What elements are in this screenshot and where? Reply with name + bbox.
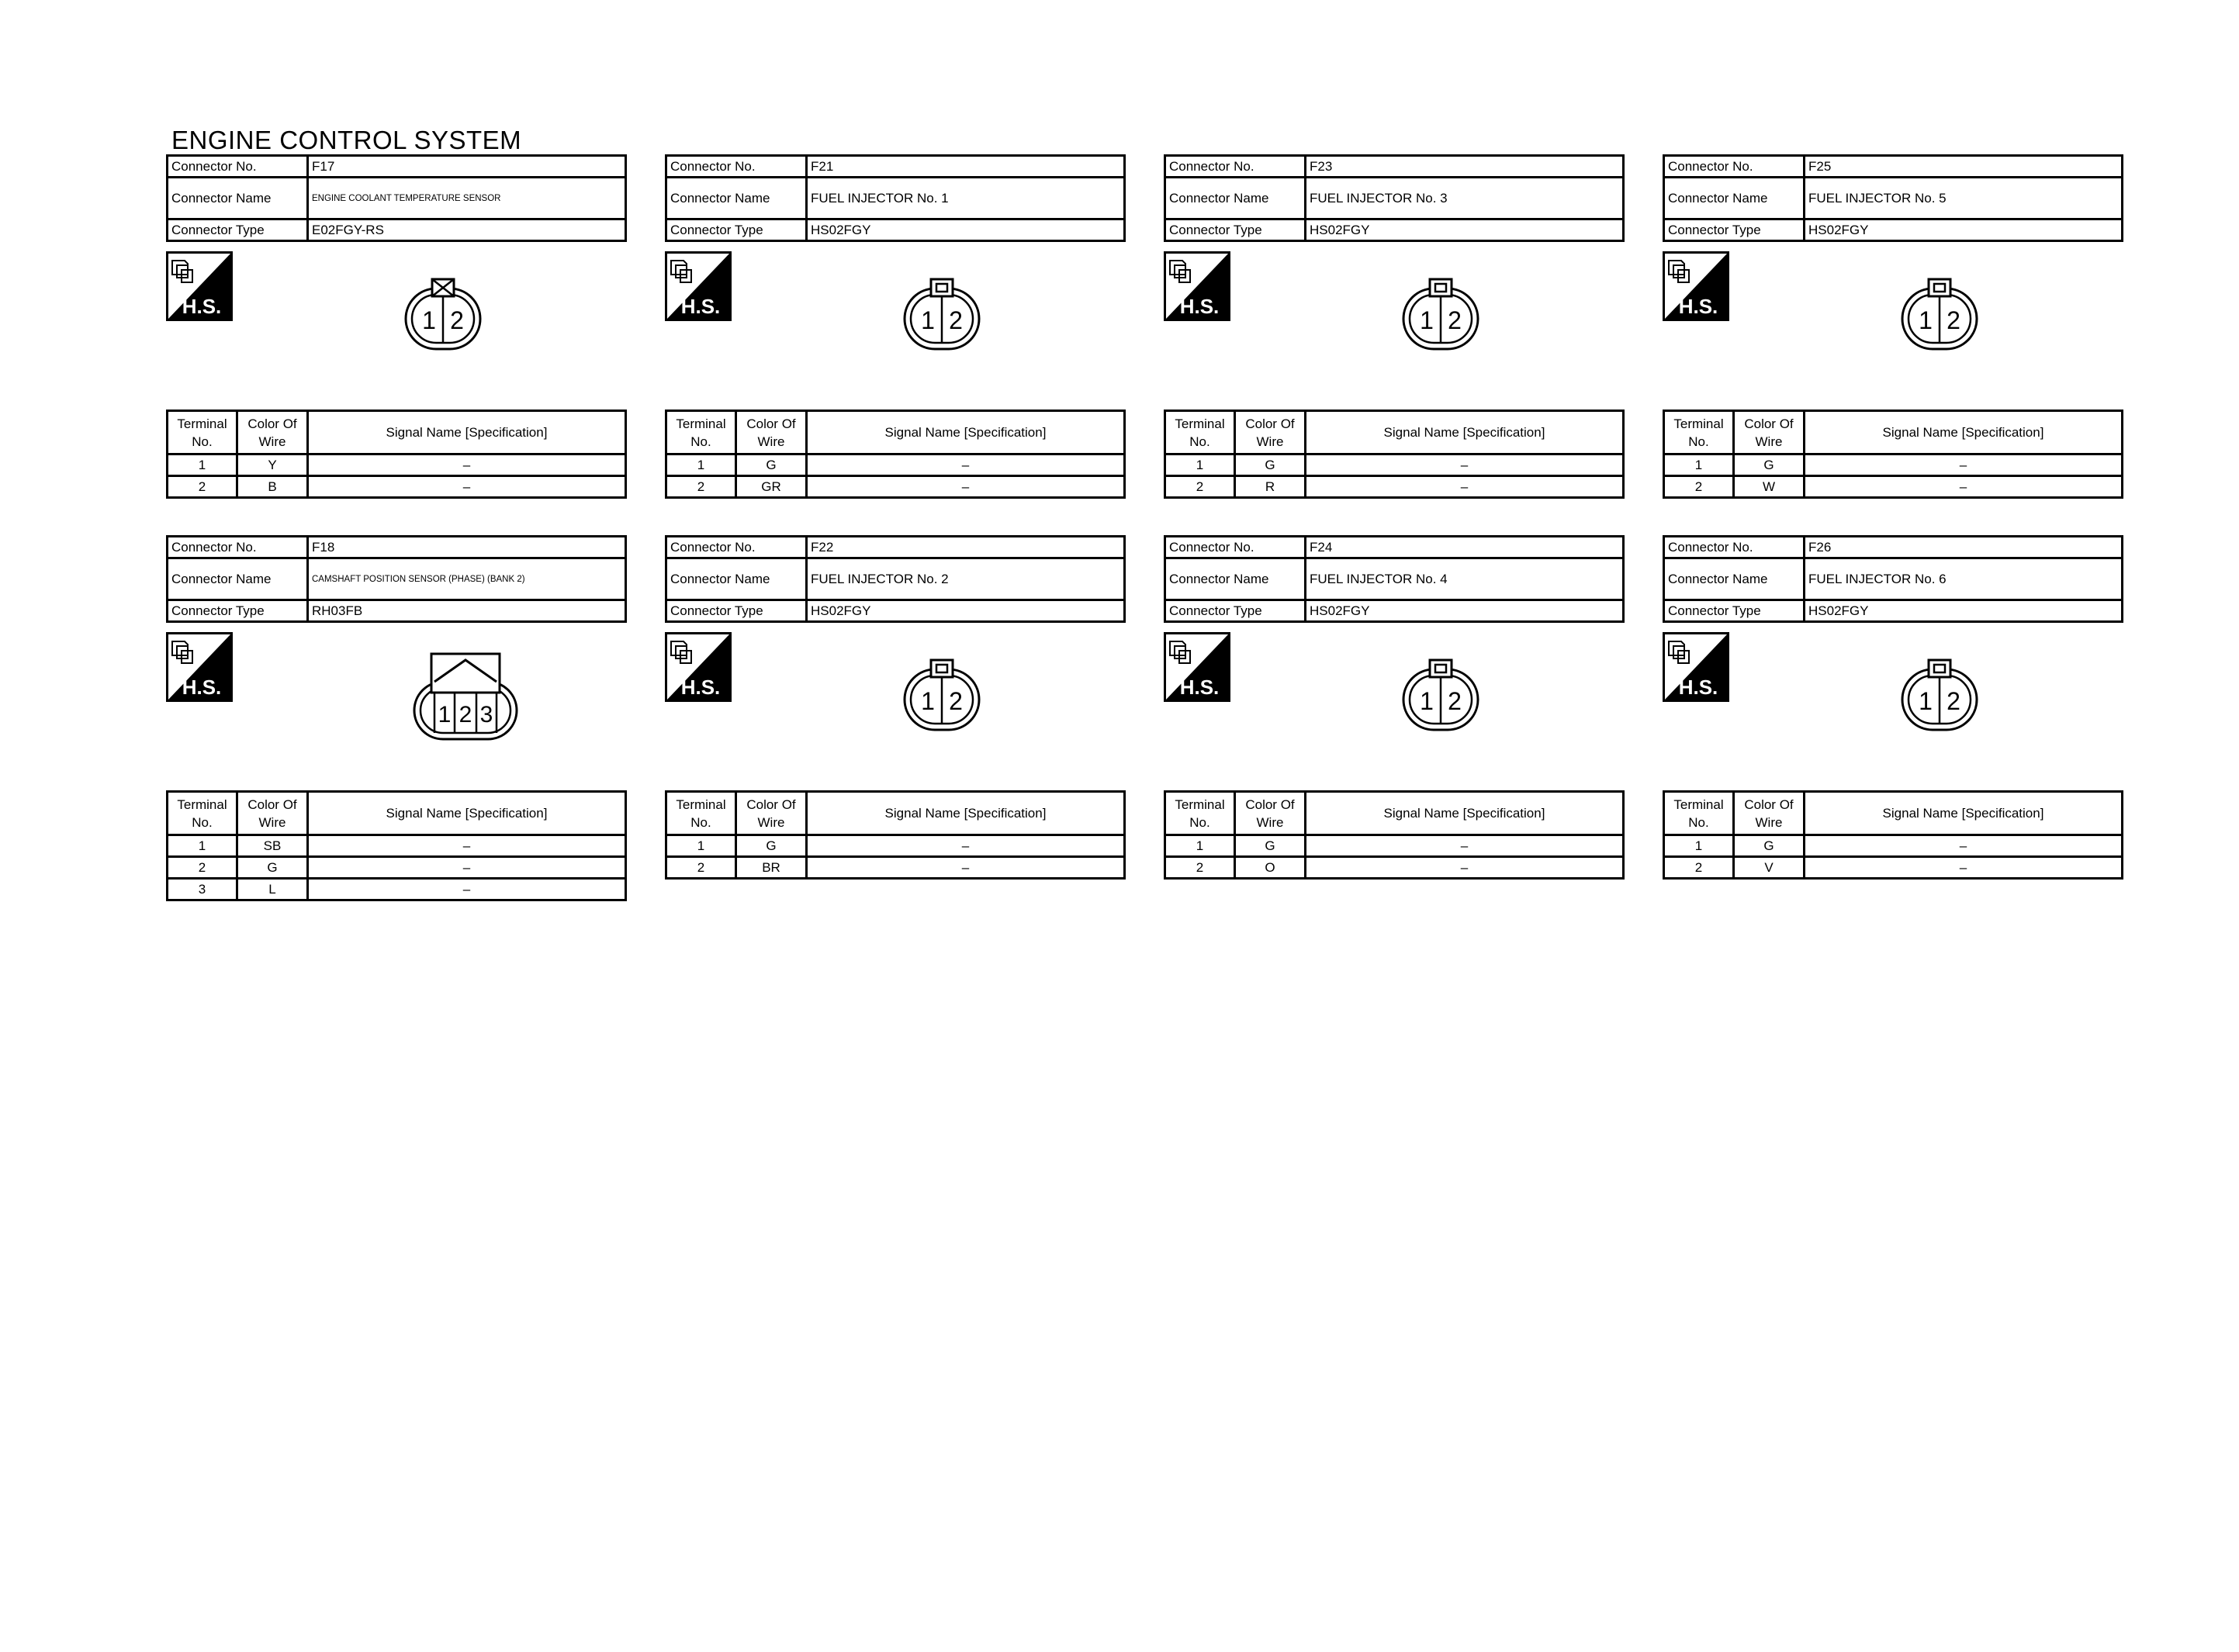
pin-label: 1	[422, 306, 436, 334]
pin-label: 2	[949, 306, 963, 334]
terminal-no-header: Terminal No.	[1165, 792, 1235, 835]
connector-info-table	[1164, 535, 1625, 623]
pin-label: 3	[479, 702, 493, 728]
connector-type-label: Connector Type	[1165, 219, 1306, 241]
harness-side-icon	[166, 251, 233, 325]
connector-name-value: CAMSHAFT POSITION SENSOR (PHASE) (BANK 2)	[308, 558, 626, 600]
table-row: 2 G –	[168, 857, 626, 879]
connector-name-value: FUEL INJECTOR No. 6	[1805, 558, 2123, 600]
connector-name-value: ENGINE COOLANT TEMPERATURE SENSOR	[308, 178, 626, 219]
harness-side-icon	[166, 632, 233, 706]
table-row: 2 V –	[1664, 857, 2123, 879]
connector-type-value: HS02FGY	[1306, 600, 1624, 622]
connector-no-label: Connector No.	[1664, 156, 1805, 178]
pin-label: 1	[921, 687, 935, 715]
pin-label: 2	[1947, 306, 1960, 334]
connector-name-value: FUEL INJECTOR No. 5	[1805, 178, 2123, 219]
hs-label: H.S.	[680, 676, 721, 699]
connector-no-value: F18	[308, 537, 626, 558]
connector-info-table	[166, 535, 627, 623]
harness-side-icon	[665, 251, 732, 325]
connector-face-icon	[901, 278, 982, 356]
connector-face-icon	[411, 651, 520, 746]
connector-name-value: FUEL INJECTOR No. 1	[807, 178, 1125, 219]
connector-diagram	[1164, 623, 1625, 790]
connector-diagram	[1663, 242, 2123, 410]
connector-no-label: Connector No.	[666, 537, 807, 558]
connector-type-value: HS02FGY	[807, 219, 1125, 241]
connector-no-label: Connector No.	[666, 156, 807, 178]
connector-name-label: Connector Name	[168, 178, 308, 219]
hs-label: H.S.	[182, 295, 222, 318]
table-row: 1 G –	[1664, 454, 2123, 476]
terminal-no-header: Terminal No.	[1165, 411, 1235, 454]
connector-no-value: F23	[1306, 156, 1624, 178]
terminal-table	[1663, 410, 2123, 499]
signal-name-header: Signal Name [Specification]	[308, 411, 626, 454]
connector-name-label: Connector Name	[666, 558, 807, 600]
terminal-table	[166, 790, 627, 901]
connector-type-label: Connector Type	[1664, 600, 1805, 622]
connector-info-table	[665, 535, 1126, 623]
terminal-no-header: Terminal No.	[168, 411, 237, 454]
connector-type-label: Connector Type	[666, 600, 807, 622]
terminal-no-header: Terminal No.	[1664, 792, 1734, 835]
connector-info-table	[665, 154, 1126, 242]
connector-name-value: FUEL INJECTOR No. 2	[807, 558, 1125, 600]
connector-face-icon	[901, 658, 982, 737]
wire-color-header: Color Of Wire	[1235, 411, 1306, 454]
pin-label: 1	[1919, 306, 1933, 334]
connector-diagram	[166, 242, 627, 410]
connector-no-value: F22	[807, 537, 1125, 558]
table-row: 2 W –	[1664, 476, 2123, 498]
terminal-no-header: Terminal No.	[666, 411, 736, 454]
table-row: 2 R –	[1165, 476, 1624, 498]
connector-name-value: FUEL INJECTOR No. 4	[1306, 558, 1624, 600]
connector-diagram	[665, 623, 1126, 790]
connector-no-value: F24	[1306, 537, 1624, 558]
connector-face-icon	[1899, 658, 1980, 737]
terminal-no-header: Terminal No.	[666, 792, 736, 835]
connector-type-label: Connector Type	[1664, 219, 1805, 241]
connector-type-value: HS02FGY	[1805, 219, 2123, 241]
signal-name-header: Signal Name [Specification]	[807, 411, 1125, 454]
connector-face-icon	[1400, 278, 1481, 356]
terminal-table	[1663, 790, 2123, 880]
connector-type-value: HS02FGY	[1805, 600, 2123, 622]
connector-block-f23	[1164, 154, 1625, 499]
connector-block-f24	[1164, 535, 1625, 880]
connector-no-label: Connector No.	[168, 537, 308, 558]
connector-type-label: Connector Type	[666, 219, 807, 241]
pin-label: 2	[450, 306, 464, 334]
wire-color-header: Color Of Wire	[237, 792, 308, 835]
pin-label: 2	[459, 702, 472, 728]
harness-side-icon	[665, 632, 732, 706]
wire-color-header: Color Of Wire	[237, 411, 308, 454]
signal-name-header: Signal Name [Specification]	[1805, 792, 2123, 835]
connector-block-f18	[166, 535, 627, 901]
connector-no-value: F21	[807, 156, 1125, 178]
pin-label: 1	[1420, 687, 1434, 715]
signal-name-header: Signal Name [Specification]	[1306, 411, 1624, 454]
connector-info-table	[1663, 154, 2123, 242]
connector-block-f17	[166, 154, 627, 499]
pin-label: 2	[1448, 306, 1462, 334]
pin-label: 1	[1420, 306, 1434, 334]
hs-label: H.S.	[1179, 676, 1220, 699]
connector-type-value: RH03FB	[308, 600, 626, 622]
connector-diagram	[166, 623, 627, 790]
harness-side-icon	[1663, 632, 1729, 706]
connector-name-value: FUEL INJECTOR No. 3	[1306, 178, 1624, 219]
connector-no-value: F26	[1805, 537, 2123, 558]
terminal-table	[665, 790, 1126, 880]
connector-type-value: HS02FGY	[807, 600, 1125, 622]
hs-label: H.S.	[1678, 295, 1718, 318]
pin-label: 2	[1448, 687, 1462, 715]
connector-no-label: Connector No.	[1165, 537, 1306, 558]
signal-name-header: Signal Name [Specification]	[1306, 792, 1624, 835]
connector-no-value: F17	[308, 156, 626, 178]
pin-label: 1	[921, 306, 935, 334]
table-row: 1 Y –	[168, 454, 626, 476]
page-title: ENGINE CONTROL SYSTEM	[171, 126, 522, 154]
connector-no-label: Connector No.	[168, 156, 308, 178]
wire-color-header: Color Of Wire	[1734, 411, 1805, 454]
terminal-no-header: Terminal No.	[168, 792, 237, 835]
table-row: 1 G –	[1165, 454, 1624, 476]
table-row: 1 SB –	[168, 835, 626, 857]
harness-side-icon	[1164, 251, 1230, 325]
connector-block-f21	[665, 154, 1126, 499]
connector-diagram	[1164, 242, 1625, 410]
table-row: 2 B –	[168, 476, 626, 498]
table-row: 2 O –	[1165, 857, 1624, 879]
connector-block-f22	[665, 535, 1126, 880]
pin-label: 2	[949, 687, 963, 715]
table-row: 1 G –	[1165, 835, 1624, 857]
connector-type-label: Connector Type	[168, 600, 308, 622]
connector-face-icon	[403, 278, 483, 356]
connector-diagram	[1663, 623, 2123, 790]
connector-no-label: Connector No.	[1165, 156, 1306, 178]
connector-face-icon	[1899, 278, 1980, 356]
pin-label: 2	[1947, 687, 1960, 715]
signal-name-header: Signal Name [Specification]	[807, 792, 1125, 835]
table-row: 1 G –	[666, 454, 1125, 476]
connector-no-label: Connector No.	[1664, 537, 1805, 558]
hs-label: H.S.	[182, 676, 222, 699]
table-row: 3 L –	[168, 879, 626, 900]
connector-face-icon	[1400, 658, 1481, 737]
connector-type-value: HS02FGY	[1306, 219, 1624, 241]
connector-type-value: E02FGY-RS	[308, 219, 626, 241]
connector-info-table	[1164, 154, 1625, 242]
harness-side-icon	[1663, 251, 1729, 325]
harness-side-icon	[1164, 632, 1230, 706]
connector-info-table	[1663, 535, 2123, 623]
terminal-table	[665, 410, 1126, 499]
connector-no-value: F25	[1805, 156, 2123, 178]
connector-name-label: Connector Name	[666, 178, 807, 219]
connector-name-label: Connector Name	[1165, 178, 1306, 219]
wire-color-header: Color Of Wire	[1734, 792, 1805, 835]
pin-label: 1	[438, 702, 452, 728]
connector-type-label: Connector Type	[168, 219, 308, 241]
wire-color-header: Color Of Wire	[736, 411, 807, 454]
terminal-table	[1164, 790, 1625, 880]
connector-name-label: Connector Name	[1664, 558, 1805, 600]
connector-info-table	[166, 154, 627, 242]
table-row: 1 G –	[666, 835, 1125, 857]
connector-type-label: Connector Type	[1165, 600, 1306, 622]
signal-name-header: Signal Name [Specification]	[1805, 411, 2123, 454]
hs-label: H.S.	[1678, 676, 1718, 699]
table-row: 2 BR –	[666, 857, 1125, 879]
connector-block-f26	[1663, 535, 2123, 880]
signal-name-header: Signal Name [Specification]	[308, 792, 626, 835]
connector-block-f25	[1663, 154, 2123, 499]
connector-diagram	[665, 242, 1126, 410]
hs-label: H.S.	[680, 295, 721, 318]
table-row: 2 GR –	[666, 476, 1125, 498]
connector-name-label: Connector Name	[1664, 178, 1805, 219]
hs-label: H.S.	[1179, 295, 1220, 318]
terminal-table	[1164, 410, 1625, 499]
wire-color-header: Color Of Wire	[736, 792, 807, 835]
pin-label: 1	[1919, 687, 1933, 715]
wire-color-header: Color Of Wire	[1235, 792, 1306, 835]
connector-name-label: Connector Name	[168, 558, 308, 600]
connector-name-label: Connector Name	[1165, 558, 1306, 600]
terminal-table	[166, 410, 627, 499]
table-row: 1 G –	[1664, 835, 2123, 857]
terminal-no-header: Terminal No.	[1664, 411, 1734, 454]
